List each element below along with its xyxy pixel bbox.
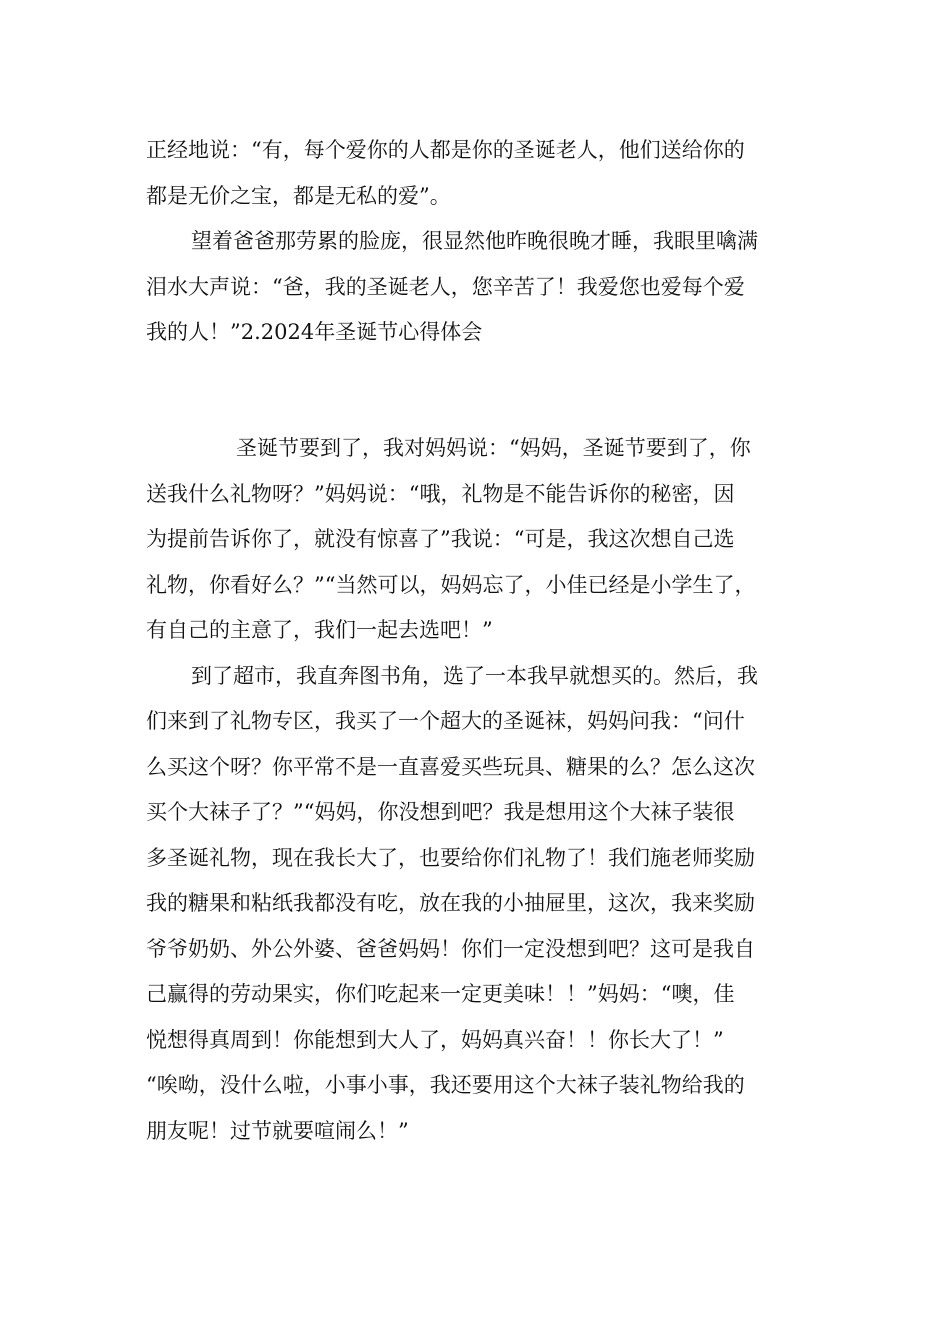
text-block-2 bbox=[146, 426, 816, 1154]
text-line: 有自己的主意了，我们一起去选吧！” bbox=[146, 618, 493, 642]
text-line: 多圣诞礼物，现在我长大了，也要给你们礼物了！我们施老师奖励 bbox=[146, 845, 755, 870]
text-line: 么买这个呀？你平常不是一直喜爱买些玩具、糖果的么？怎么这次 bbox=[146, 754, 755, 779]
text-line: 我的糖果和粘纸我都没有吃，放在我的小抽屉里，这次，我来奖励 bbox=[146, 891, 755, 915]
text-line: 送我什么礼物呀？”妈妈说：“哦，礼物是不能告诉你的秘密，因 bbox=[146, 481, 735, 506]
text-line: 爷爷奶奶、外公外婆、爸爸妈妈！你们一定没想到吧？这可是我自 bbox=[146, 936, 755, 961]
text-line: 们来到了礼物专区，我买了一个超大的圣诞袜，妈妈问我：“问什 bbox=[146, 709, 745, 733]
text-block-1 bbox=[146, 128, 816, 356]
text-line: 泪水大声说：“爸，我的圣诞老人，您辛苦了！我爱您也爱每个爱 bbox=[146, 274, 745, 299]
text-line: 买个大袜子了？”“妈妈，你没想到吧？我是想用这个大袜子装很 bbox=[146, 800, 735, 824]
paragraph-start-line: 圣诞节要到了，我对妈妈说：“妈妈，圣诞节要到了，你 bbox=[236, 436, 751, 460]
paragraph-start-line: 到了超市，我直奔图书角，选了一本我早就想买的。然后，我 bbox=[191, 663, 758, 688]
text-line: 为提前告诉你了，就没有惊喜了”我说：“可是，我这次想自己选 bbox=[146, 527, 735, 551]
text-line: “唉呦，没什么啦，小事小事，我还要用这个大袜子装礼物给我的 bbox=[146, 1073, 745, 1097]
text-line: 朋友呢！过节就要喧闹么！” bbox=[146, 1118, 409, 1143]
text-line: 都是无价之宝，都是无私的爱”。 bbox=[146, 183, 451, 208]
text-line: 正经地说：“有，每个爱你的人都是你的圣诞老人，他们送给你的 bbox=[146, 138, 745, 162]
text-line: 礼物，你看好么？”“当然可以，妈妈忘了，小佳已经是小学生了， bbox=[146, 572, 756, 597]
text-line: 我的人！”2.2024年圣诞节心得体会 bbox=[146, 320, 483, 344]
text-line: 己赢得的劳动果实，你们吃起来一定更美味！！”妈妈：“噢，佳 bbox=[146, 982, 735, 1006]
paragraph-start-line: 望着爸爸那劳累的脸庞，很显然他昨晚很晚才睡，我眼里噙满 bbox=[191, 229, 758, 253]
text-line: 悦想得真周到！你能想到大人了，妈妈真兴奋！！你长大了！” bbox=[146, 1027, 724, 1052]
